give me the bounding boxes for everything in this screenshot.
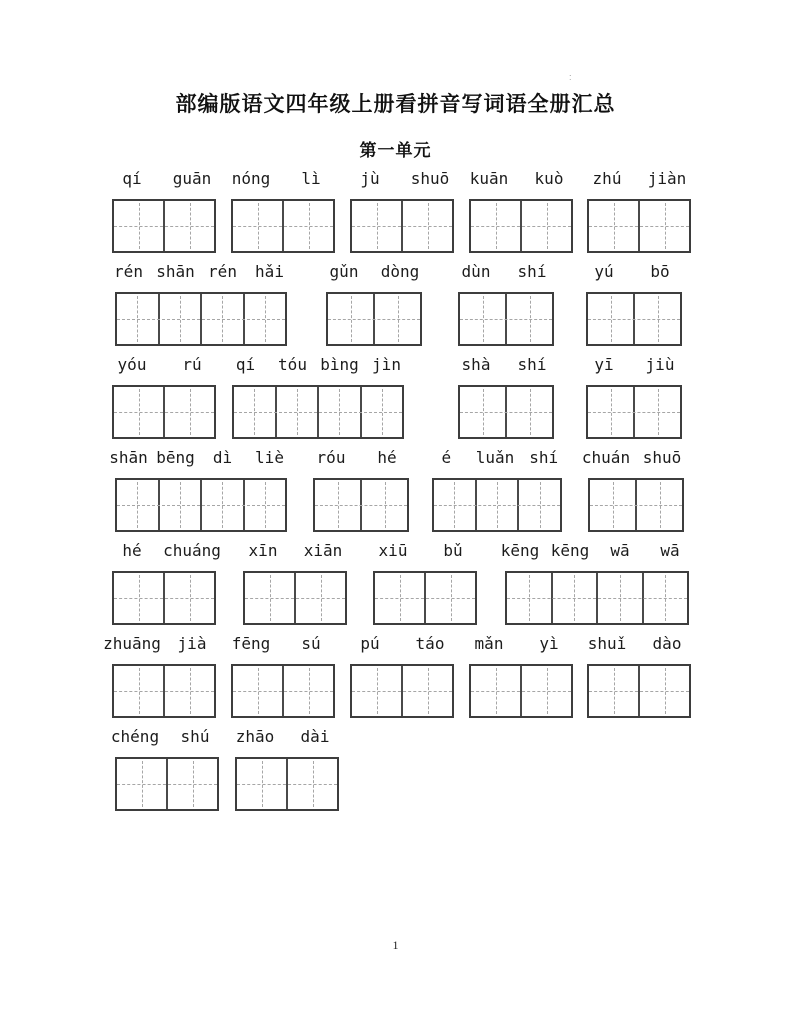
page-number: 1 — [392, 938, 399, 952]
grid-cell — [243, 480, 286, 530]
grid-cell — [275, 387, 318, 437]
pinyin-syllable: kēng — [500, 541, 540, 560]
pinyin-syllable: wā — [610, 541, 630, 560]
grid-cell — [163, 666, 214, 716]
writing-grid — [235, 757, 339, 811]
pinyin-syllable: shān — [109, 448, 148, 467]
grid-cell — [551, 573, 597, 623]
grid-cell — [596, 573, 642, 623]
grid-cell — [200, 480, 243, 530]
pinyin-syllable: nóng — [231, 169, 271, 188]
pinyin-syllable: xiān — [303, 541, 343, 560]
grid-cell — [588, 294, 633, 344]
writing-grid — [586, 292, 682, 346]
grid-cell — [166, 759, 217, 809]
writing-grid — [112, 199, 216, 253]
grid-cell — [294, 573, 345, 623]
writing-grid — [112, 385, 216, 439]
pinyin-syllable: shí — [517, 262, 547, 281]
grid-cell — [507, 573, 551, 623]
grid-cell — [590, 480, 635, 530]
grid-cell — [282, 201, 333, 251]
pinyin-syllable: jiàn — [647, 169, 687, 188]
grid-cell — [233, 201, 282, 251]
grid-cell — [200, 294, 243, 344]
grid-cell — [234, 387, 275, 437]
pinyin-syllable: yī — [594, 355, 614, 374]
pinyin-label — [577, 633, 697, 655]
pinyin-syllable: qí — [122, 169, 142, 188]
pinyin-syllable: é — [441, 448, 452, 467]
pinyin-label — [448, 354, 560, 376]
pinyin-syllable: chuán — [581, 448, 631, 467]
pinyin-syllable: chéng — [110, 727, 160, 746]
grid-cell — [158, 480, 201, 530]
grid-cell — [114, 387, 163, 437]
grid-cell — [245, 573, 294, 623]
pinyin-label — [316, 261, 428, 283]
grid-cell — [282, 666, 333, 716]
grid-cell — [589, 666, 638, 716]
grid-cell — [163, 573, 214, 623]
writing-grid — [313, 478, 409, 532]
pinyin-label — [105, 447, 293, 469]
pinyin-syllable: shí — [529, 448, 559, 467]
pinyin-syllable: bō — [650, 262, 670, 281]
pinyin-syllable: dùn — [461, 262, 491, 281]
grid-cell — [401, 201, 452, 251]
pinyin-syllable: shuǐ — [587, 634, 627, 653]
grid-cell — [471, 666, 520, 716]
grid-cell — [117, 759, 166, 809]
grid-cell — [114, 666, 163, 716]
pinyin-syllable: kuò — [534, 169, 564, 188]
writing-grid — [231, 199, 335, 253]
grid-cell — [243, 294, 286, 344]
grid-cell — [424, 573, 475, 623]
grid-cell — [114, 573, 163, 623]
pinyin-syllable: xīn — [248, 541, 278, 560]
pinyin-syllable: kēng — [550, 541, 590, 560]
pinyin-syllable: rén — [114, 262, 143, 281]
grid-cell — [352, 666, 401, 716]
grid-cell — [460, 387, 505, 437]
pinyin-syllable: wā — [660, 541, 680, 560]
pinyin-label — [340, 168, 460, 190]
pinyin-syllable: jìn — [372, 355, 401, 374]
grid-cell — [633, 294, 680, 344]
writing-grid — [115, 292, 287, 346]
pinyin-syllable: shān — [156, 262, 195, 281]
pinyin-syllable: táo — [415, 634, 445, 653]
pinyin-syllable: gǔn — [329, 262, 359, 281]
pinyin-syllable: jià — [177, 634, 207, 653]
pinyin-syllable: jù — [360, 169, 380, 188]
writing-grid — [112, 664, 216, 718]
grid-cell — [352, 201, 401, 251]
pinyin-label — [576, 261, 688, 283]
pinyin-syllable: yú — [594, 262, 614, 281]
pinyin-syllable: xiū — [378, 541, 408, 560]
pinyin-label — [225, 726, 345, 748]
section-heading: 第一单元 — [359, 141, 432, 160]
grid-cell — [117, 294, 158, 344]
grid-cell — [237, 759, 286, 809]
writing-grid — [326, 292, 422, 346]
pinyin-label — [363, 540, 483, 562]
grid-cell — [471, 201, 520, 251]
pinyin-syllable: rú — [182, 355, 202, 374]
pinyin-syllable: tóu — [278, 355, 307, 374]
writing-grid — [112, 571, 216, 625]
print-artifact-mark: : — [569, 72, 572, 82]
grid-cell — [163, 201, 214, 251]
grid-cell — [638, 666, 689, 716]
pinyin-syllable: zhuāng — [103, 634, 161, 653]
pinyin-syllable: kuān — [469, 169, 509, 188]
writing-grid — [458, 292, 554, 346]
pinyin-syllable: shuō — [642, 448, 682, 467]
pinyin-label — [105, 726, 225, 748]
grid-cell — [517, 480, 560, 530]
grid-cell — [638, 201, 689, 251]
pinyin-syllable: guān — [172, 169, 212, 188]
pinyin-syllable: pú — [360, 634, 380, 653]
pinyin-syllable: bǔ — [443, 541, 463, 560]
pinyin-syllable: mǎn — [474, 634, 504, 653]
pinyin-label — [459, 633, 579, 655]
pinyin-syllable: dài — [300, 727, 330, 746]
pinyin-label — [105, 261, 293, 283]
pinyin-syllable: shí — [517, 355, 547, 374]
grid-cell — [373, 294, 420, 344]
writing-grid — [232, 385, 404, 439]
pinyin-syllable: hǎi — [255, 262, 284, 281]
pinyin-label — [459, 168, 579, 190]
pinyin-label — [448, 261, 560, 283]
pinyin-syllable: dì — [212, 448, 233, 467]
writing-grid — [588, 478, 684, 532]
writing-grid — [587, 199, 691, 253]
grid-cell — [117, 480, 158, 530]
page-title: 部编版语文四年级上册看拼音写词语全册汇总 — [175, 93, 616, 116]
pinyin-label — [340, 633, 460, 655]
pinyin-label — [222, 354, 410, 376]
grid-cell — [635, 480, 682, 530]
grid-cell — [317, 387, 360, 437]
grid-cell — [589, 201, 638, 251]
pinyin-syllable: yì — [539, 634, 559, 653]
pinyin-syllable: lì — [301, 169, 321, 188]
pinyin-syllable: bìng — [320, 355, 359, 374]
writing-grid — [243, 571, 347, 625]
pinyin-label — [102, 540, 222, 562]
grid-cell — [315, 480, 360, 530]
writing-grid — [587, 664, 691, 718]
pinyin-label — [577, 168, 697, 190]
grid-cell — [642, 573, 688, 623]
grid-cell — [401, 666, 452, 716]
writing-grid — [115, 757, 219, 811]
pinyin-label — [578, 447, 690, 469]
writing-grid — [231, 664, 335, 718]
pinyin-syllable: rén — [208, 262, 237, 281]
writing-grid — [115, 478, 287, 532]
pinyin-syllable: shà — [461, 355, 491, 374]
grid-cell — [434, 480, 475, 530]
pinyin-syllable: chuáng — [163, 541, 221, 560]
grid-cell — [520, 201, 571, 251]
pinyin-syllable: shú — [180, 727, 210, 746]
pinyin-syllable: luǎn — [475, 448, 515, 467]
writing-grid — [586, 385, 682, 439]
writing-grid — [350, 664, 454, 718]
pinyin-label — [576, 354, 688, 376]
pinyin-label — [422, 447, 568, 469]
pinyin-syllable: hé — [122, 541, 142, 560]
grid-cell — [460, 294, 505, 344]
pinyin-syllable: jiù — [645, 355, 675, 374]
grid-cell — [163, 387, 214, 437]
pinyin-label — [102, 168, 222, 190]
grid-cell — [588, 387, 633, 437]
pinyin-label — [233, 540, 353, 562]
pinyin-label — [102, 633, 222, 655]
grid-cell — [233, 666, 282, 716]
grid-cell — [114, 201, 163, 251]
pinyin-syllable: róu — [316, 448, 346, 467]
grid-cell — [505, 387, 552, 437]
pinyin-syllable: fēng — [231, 634, 271, 653]
grid-cell — [505, 294, 552, 344]
grid-cell — [633, 387, 680, 437]
pinyin-label — [102, 354, 222, 376]
grid-cell — [375, 573, 424, 623]
pinyin-label — [303, 447, 415, 469]
writing-grid — [432, 478, 562, 532]
writing-grid — [350, 199, 454, 253]
pinyin-syllable: zhú — [592, 169, 622, 188]
writing-grid — [458, 385, 554, 439]
pinyin-syllable: yóu — [117, 355, 147, 374]
writing-grid — [373, 571, 477, 625]
grid-cell — [360, 387, 403, 437]
pinyin-syllable: sú — [301, 634, 321, 653]
grid-cell — [158, 294, 201, 344]
writing-grid — [469, 664, 573, 718]
grid-cell — [520, 666, 571, 716]
pinyin-syllable: liè — [255, 448, 284, 467]
pinyin-syllable: shuō — [410, 169, 450, 188]
pinyin-syllable: zhāo — [235, 727, 275, 746]
pinyin-syllable: qí — [235, 355, 256, 374]
pinyin-syllable: bēng — [156, 448, 195, 467]
pinyin-label — [495, 540, 695, 562]
pinyin-syllable: dòng — [380, 262, 420, 281]
pinyin-label — [221, 168, 341, 190]
grid-cell — [360, 480, 407, 530]
pinyin-syllable: hé — [377, 448, 397, 467]
grid-cell — [475, 480, 518, 530]
writing-grid — [469, 199, 573, 253]
grid-cell — [328, 294, 373, 344]
writing-grid — [505, 571, 689, 625]
pinyin-label — [221, 633, 341, 655]
grid-cell — [286, 759, 337, 809]
pinyin-syllable: dào — [652, 634, 682, 653]
